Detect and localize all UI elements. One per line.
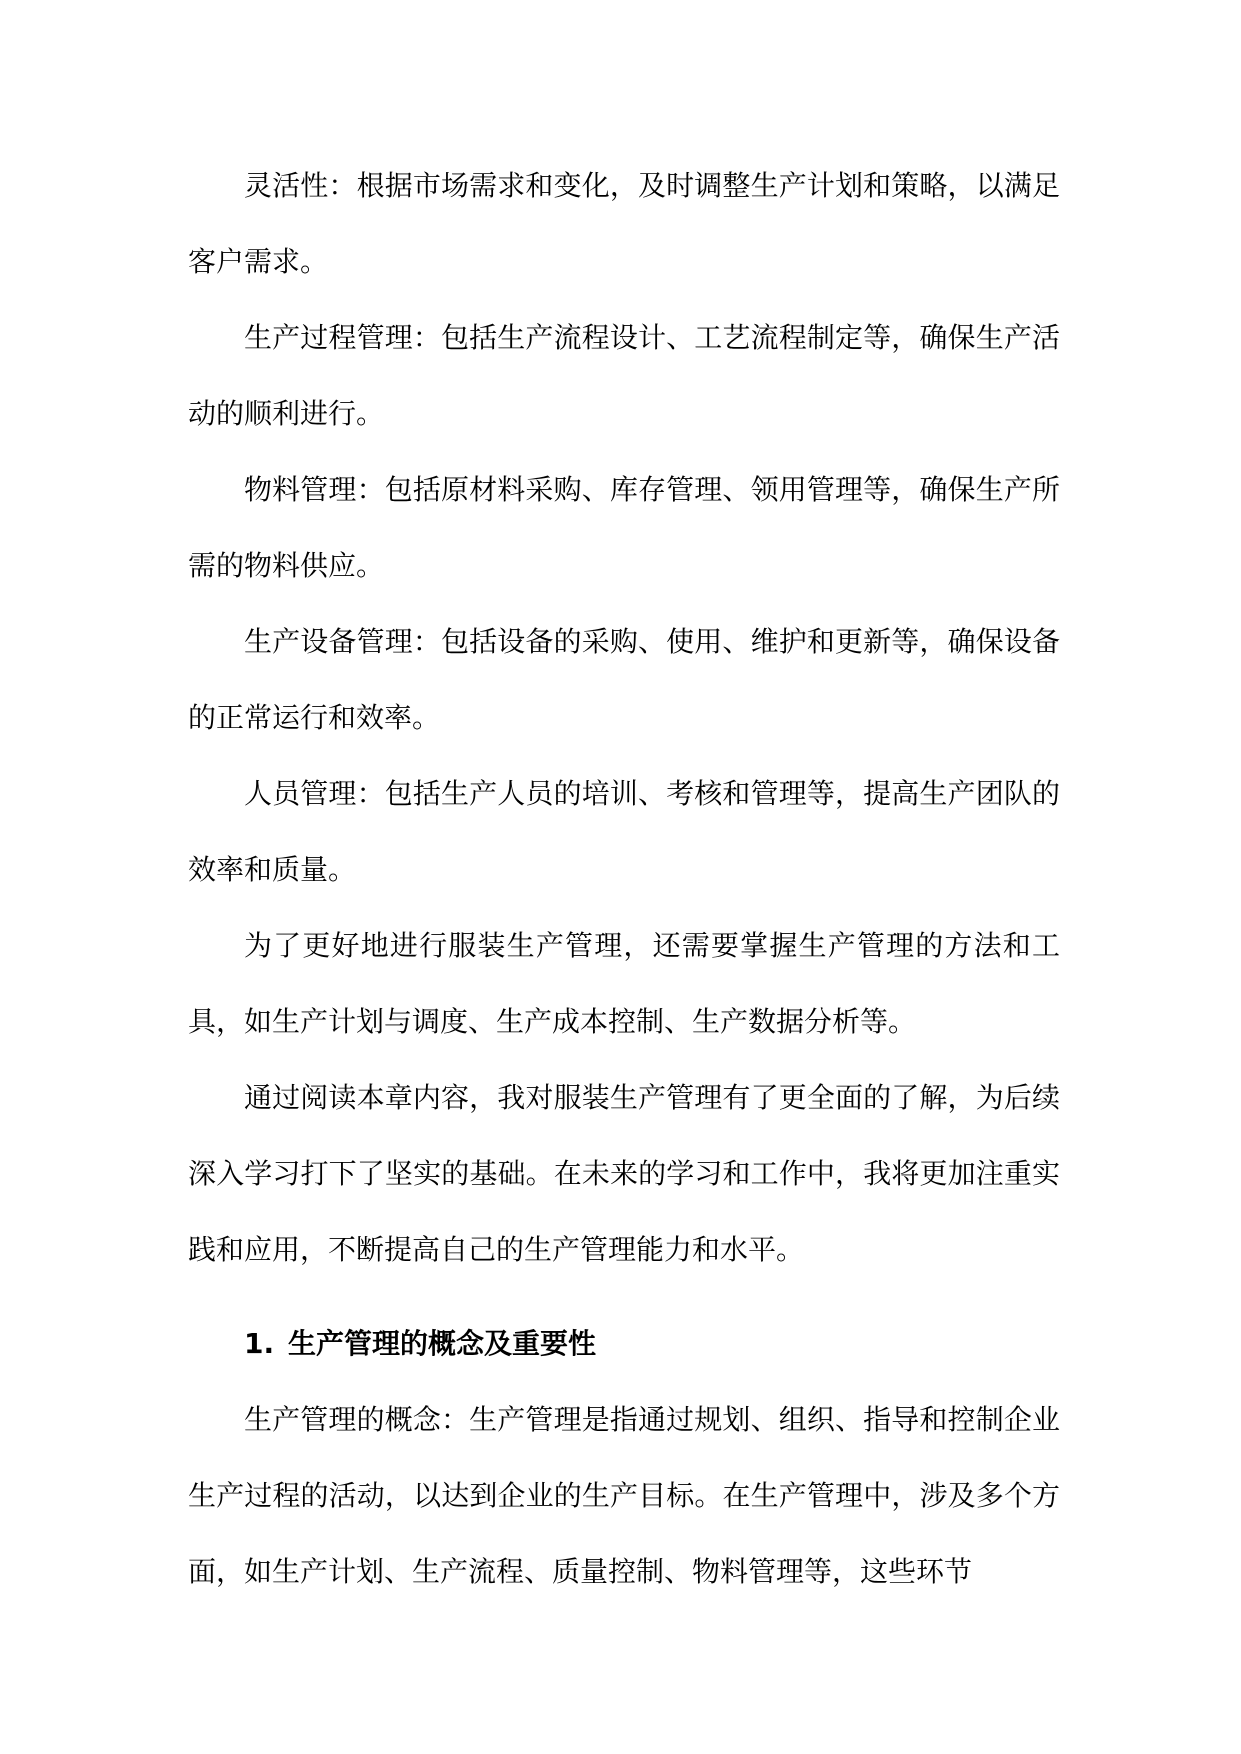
paragraph-concept: 生产管理的概念：生产管理是指通过规划、组织、指导和控制企业生产过程的活动，以达到企业的生产目标。在生产管理中，涉及多个方面，如生产计划、生产流程、质量控制、物料管理等，这些环节 <box>188 1403 1060 1588</box>
paragraph-equipment-management: 生产设备管理：包括设备的采购、使用、维护和更新等，确保设备的正常运行和效率。 <box>188 625 1060 734</box>
paragraph-process-management: 生产过程管理：包括生产流程设计、工艺流程制定等，确保生产活动的顺利进行。 <box>188 321 1060 430</box>
paragraph-material-management: 物料管理：包括原材料采购、库存管理、领用管理等，确保生产所需的物料供应。 <box>188 473 1060 582</box>
paragraph-personnel-management: 人员管理：包括生产人员的培训、考核和管理等，提高生产团队的效率和质量。 <box>188 777 1060 886</box>
paragraph-flexibility: 灵活性：根据市场需求和变化，及时调整生产计划和策略，以满足客户需求。 <box>188 169 1060 278</box>
paragraph-methods-tools: 为了更好地进行服装生产管理，还需要掌握生产管理的方法和工具，如生产计划与调度、生产成本控制、生产数据分析等。 <box>188 929 1060 1038</box>
section-number: 1. <box>244 1327 275 1360</box>
paragraph-summary: 通过阅读本章内容，我对服装生产管理有了更全面的了解，为后续深入学习打下了坚实的基础。在未来的学习和工作中，我将更加注重实践和应用，不断提高自己的生产管理能力和水平。 <box>188 1081 1060 1266</box>
page-content <box>188 148 1060 1610</box>
section-title: 生产管理的概念及重要性 <box>288 1327 597 1360</box>
section-heading <box>188 1306 1060 1382</box>
